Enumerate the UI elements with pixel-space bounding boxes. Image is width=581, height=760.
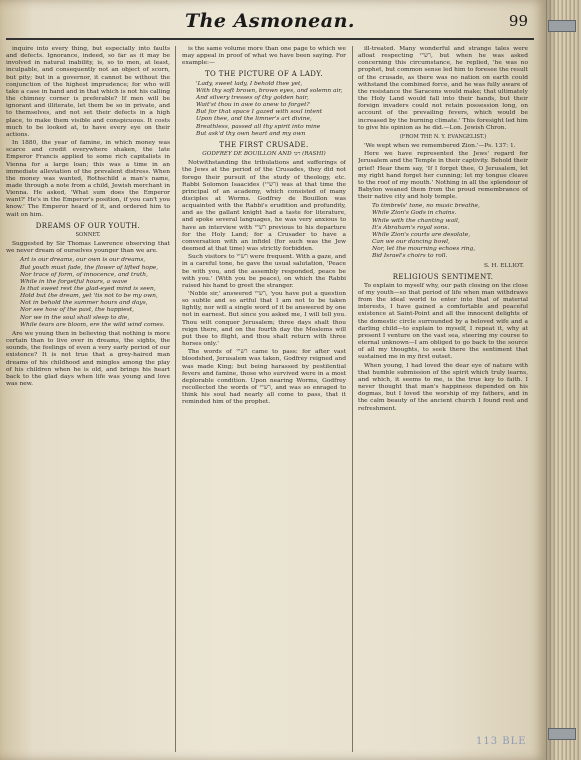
author-signature: S. H. ELLIOT. [483,262,524,269]
poem-line: Nor, let the mourning echoes ring, [372,246,476,253]
article-paragraph: When young, I had loved the dear eye of nature with that humble submission of the spirit which truly learns, and which, it seems to me, is the true key to faith. I never thought that man's happiness depended on his dogmas, but I loved the worship of my fathers, and in the calm beauty of the ancient church I found rest and refreshment. [358,362,528,412]
poem-line: Can we our dancing bowl, [372,239,450,246]
poem-block [20,257,170,329]
poem-line: Is that sweet rest the glad-eyed mind is seen, [20,286,156,292]
poem-line: It's Abraham's royal sons. [372,224,450,231]
poem-line: Nor see how of the past, the happiest, [20,307,135,314]
article-paragraph: To explain to myself why, our path closing on the close of my youth—so that period of life when man withdraws from the ideal world to enter into that of material interests, I have gained a comfortable and peaceful existence at Saint-Point and all the innocent delights of the domestic circle surrounded by a beloved wife and a darling child—to explain to myself, I repeat it, why at present I venture on the vast sea, steering my course to eternal unknown—I am obliged to go back to the source of all my thoughts, to seek there the sentiment that sustained me in my first outset. [358,282,528,361]
poem-line: 'Lady, sweet lady, I behold thee yet, [196,80,303,87]
poem-line: Not in behold the summer hours and days, [20,300,148,307]
poem-line: Wait'st thou in awe to anew to forget? [196,102,310,109]
poem-line: Bid Israel's choirs to roll. [372,253,448,260]
article-paragraph: inquire into every thing, but especially into faults and defects. Ignorance, indeed, so far as it may be involved in natural inability, is, so to men, at least, inculpable, and consequently not an object of scorn, but pity; but in a governor, it cannot be without the conjunction of the highest imprudence; for who will take a case in hand and in that which is not his calling the chimney corner is preferable? If men will be ignorant and illiterate, let them be so in private, and to themselves, and not set their defects in a high place, to make them visible and conspicuous. It costs much to be looked at, to have every eye on their actions. [6,46,170,138]
masthead-title: The Asmonean. [184,10,355,32]
article-paragraph: Here we have represented the Jews' regard for Jerusalem and the Temple in their captivity. Behold their grief! Hear them say, 'If I forget thee, O Jerusalem, let my right hand forget her cunning; let my tongue cleave to the roof of my mouth.' Nothing in all the splendour of Babylon weaned them from the proud remembrance of their native city and holy temple. [358,151,528,201]
poem-line: And silvery tresses of thy golden hair, [196,94,309,101]
article-paragraph: is the same volume more than one page to which we may appeal in proof of what we have been saying. For example:— [182,46,346,67]
poem-line: Art is our dreams, our own is our dreams, [20,257,146,264]
article-subheading: SONNET. [75,231,101,238]
poem-line: While tears are bloom, ere the wild wind comes. [20,321,165,328]
poem-line: Breathless, passed all thy spirit into mine [196,123,321,130]
library-stamp: 113 BLE [476,736,527,747]
poem-block [372,203,528,260]
page-number: 99 [508,12,528,30]
poem-line: To timbrels' tone, no music breathe, [372,203,480,210]
poem-line: While Zion's Gods in chains. [372,210,457,217]
poem-line: But ask'd thy own heart and my own [196,130,306,137]
column-divider [175,46,176,752]
poem-line: Hold but the dream, yet 'tis not to be my own, [20,293,158,300]
column-left [6,46,170,752]
column-middle [182,46,346,752]
poem-line: But for that space I gazed with soul intent [196,109,323,116]
poem-line: While Zion's courts are desolate, [372,231,471,238]
article-heading: TO THE PICTURE OF A LADY. [204,70,324,79]
poem-line: While with the chanting wail, [372,217,460,224]
article-heading: DREAMS OF OUR YOUTH. [35,221,141,230]
article-paragraph: Notwithstanding the tribulations and sufferings of the Jews at the period of the Crusades, they did not forego their pursuit of the study of theology, etc. Rabbi Solomon Isaacides (רש"י) was at that time the principal of an academy, which consisted of many disciples at Worms. Godfrey de Bouillon was acquainted with the Rabbi's erudition and profundity, and as the gallant knight had a taste for literature, and spoke several languages, he was very anxious to have an interview with רש"י previous to his departure for the Holy Land; for a Crusader to have a conversation with an infidel (for such was the Jew deemed at that time) was strictly forbidden. [182,160,346,253]
poem-line: Upon thee, and the limner's art divine, [196,116,312,123]
fore-edge-shadow [546,0,581,760]
page-clip [548,20,576,32]
poem-line: Nor we in the soul shall sleep to die, [20,314,130,321]
article-paragraph: 'Noble sir,' answered רש"י, 'you have put a question so subtle and so artful that I am not to be taken lightly, nor will a single word of it be answered by one not in earnest. But since you asked me, I will tell you. Thou wilt conquer Jerusalem; three days shalt thou reign there, and on the fourth day the Moslems will put thee to flight, and thou shalt return with three horses only.' [182,291,346,348]
article-paragraph: In 1880, the year of famine, in which money was scarce and credit everywhere shaken, the late Emperor Francis applied to some rich capitalists in Vienna for a large loan; this was a time in an immediate alleviation of the prevalent distress. When the money was wanted, Rothschild a man's name, made through a note from a child, Jewish merchant in Vienna. He asked, 'What sum does the Emperor want?' He's in the Emperor's position, if you can't you know.' The Emperor heard of it, and ordered him to wait on him. [6,140,170,218]
article-note: Suggested by Sir Thomas Lawrence observing that we never dream of ourselves younger than we are. [6,241,170,255]
article-paragraph: ill-treated. Many wonderful and strange tales were afloat respecting רש"י, but when he was asked concerning this circumstance, he replied, 'he was no prophet, but common sense led him to foresee the result of the crusade, as there was no nation on earth could withstand the combined force, and he was fully aware of the resistance the Saracens would make; that ultimately the Holy Land would fall into their hands, but their foreign invaders could not retain possession long, on account of the prevailing fevers, which would be increased by the burning climate.' This foresight led him to give his opinion as he did.—Lon. Jewish Chron. [358,46,528,131]
poem-line: With thy soft brown, brown eyes, and solemn air, [196,87,343,94]
article-epigraph: 'We wept when we remembered Zion.'—Ps. 137: 1. [364,143,516,150]
article-paragraph: Are we young then in believing that nothing is more certain than to live over in dreams, the sights, the sounds, the feelings of even a very early period of our existence? It is not true that a grey-haired man dreams of his childhood and mingles among the play of his children when he is old, and brings his heart back to the glad days when life was young and love was new. [6,330,170,388]
page-clip [548,728,576,740]
poem-line: Nor trace of form, of innocence, and truth, [20,271,148,278]
poem-line: While in the forgetful hours, a wave [20,278,128,285]
article-source: (FROM THE N. Y. EVANGELIST.) [399,133,487,140]
column-divider [352,46,353,752]
article-paragraph: The words of רש"י came to pass: for after vast bloodshed, Jerusalem was taken, Godfrey reigned and was made King; but being harassed by pestilential fevers and famine, those who survived were in a most deplorable condition. Upon nearing Worms, Godfrey recollected the words of רש"י, and was so enraged to think his soul had nearly all come to pass, that it reminded him of the prophet. [182,349,346,406]
column-right [358,46,528,752]
page-header [6,10,534,40]
poem-line: But youth must fade, the flower of lifted hope, [20,264,159,271]
article-paragraph: Such visitors to רש"י were frequent. With a gaze, and in a careful tone, he gave the usual salutation, 'Peace be with you, and the assembly responded, peace be with you.' (With you be peace), on which the Rabbi raised his hand to greet the stranger. [182,254,346,289]
poem-block [196,81,346,138]
header-rule [6,38,534,40]
article-heading: THE FIRST CRUSADE. [219,140,309,149]
article-heading: RELIGIOUS SENTIMENT. [392,272,494,281]
book-fore-edge [546,0,581,760]
article-subheading: GODFREY DE BOUILLON AND רבי (RASHI) [202,151,326,158]
